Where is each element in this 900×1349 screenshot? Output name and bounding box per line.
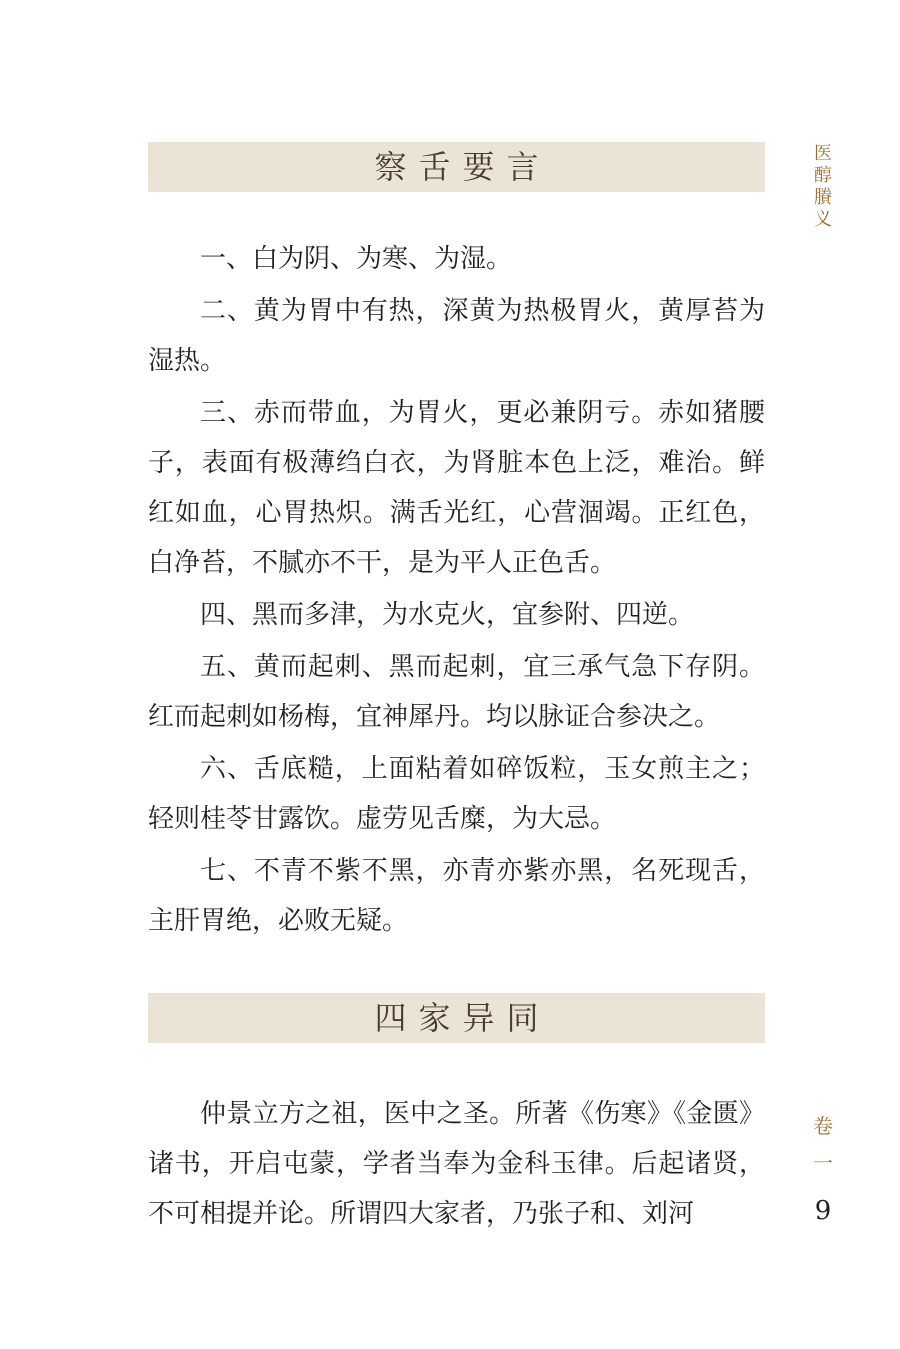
running-title	[812, 143, 834, 231]
paragraph: 仲景立方之祖，医中之圣。所著《伤寒》《金匮》诸书，开启屯蒙，学者当奉为金科玉律。后起诸贤，不可相提并论。所谓四大家者，乃张子和、刘河	[148, 1099, 765, 1229]
volume-number: 一	[813, 1151, 833, 1175]
paragraph: 四、黑而多津，为水克火，宜参附、四逆。	[200, 600, 695, 630]
running-title-char: 医	[814, 143, 832, 164]
section-header-2	[148, 993, 765, 1043]
section-title-2: 四家异同	[374, 999, 551, 1037]
running-title-char: 义	[814, 209, 832, 230]
paragraph: 二、黄为胃中有热，深黄为热极胃火，黄厚苔为湿热。	[148, 296, 765, 376]
section-body-1	[148, 234, 765, 948]
section-title-1: 察舌要言	[374, 148, 551, 186]
volume-label-text: 卷	[813, 1114, 833, 1138]
paragraph: 三、赤而带血，为胃火，更必兼阴亏。赤如猪腰子，表面有极薄绉白衣，为肾脏本色上泛，难治。鲜红如血，心胃热炽。满舌光红，心营涸竭。正红色，白净苔，不腻亦不干，是为平人正色舌。	[148, 398, 765, 578]
paragraph: 六、舌底糙，上面粘着如碎饭粒，玉女煎主之；轻则桂苓甘露饮。虚劳见舌糜，为大忌。	[148, 754, 765, 834]
paragraph: 五、黄而起刺、黑而起刺，宜三承气急下存阴。红而起刺如杨梅，宜神犀丹。均以脉证合参决之。	[148, 652, 765, 732]
paragraph: 一、白为阴、为寒、为湿。	[200, 244, 513, 274]
section-body-2	[148, 1089, 765, 1239]
section-header-1	[148, 142, 765, 192]
paragraph: 七、不青不紫不黑，亦青亦紫亦黑，名死现舌，主肝胃绝，必败无疑。	[148, 856, 765, 936]
page-number: 9	[814, 1196, 832, 1226]
running-title-char: 賸	[814, 187, 832, 208]
running-title-char: 醇	[814, 165, 832, 186]
volume-label	[808, 1111, 838, 1185]
